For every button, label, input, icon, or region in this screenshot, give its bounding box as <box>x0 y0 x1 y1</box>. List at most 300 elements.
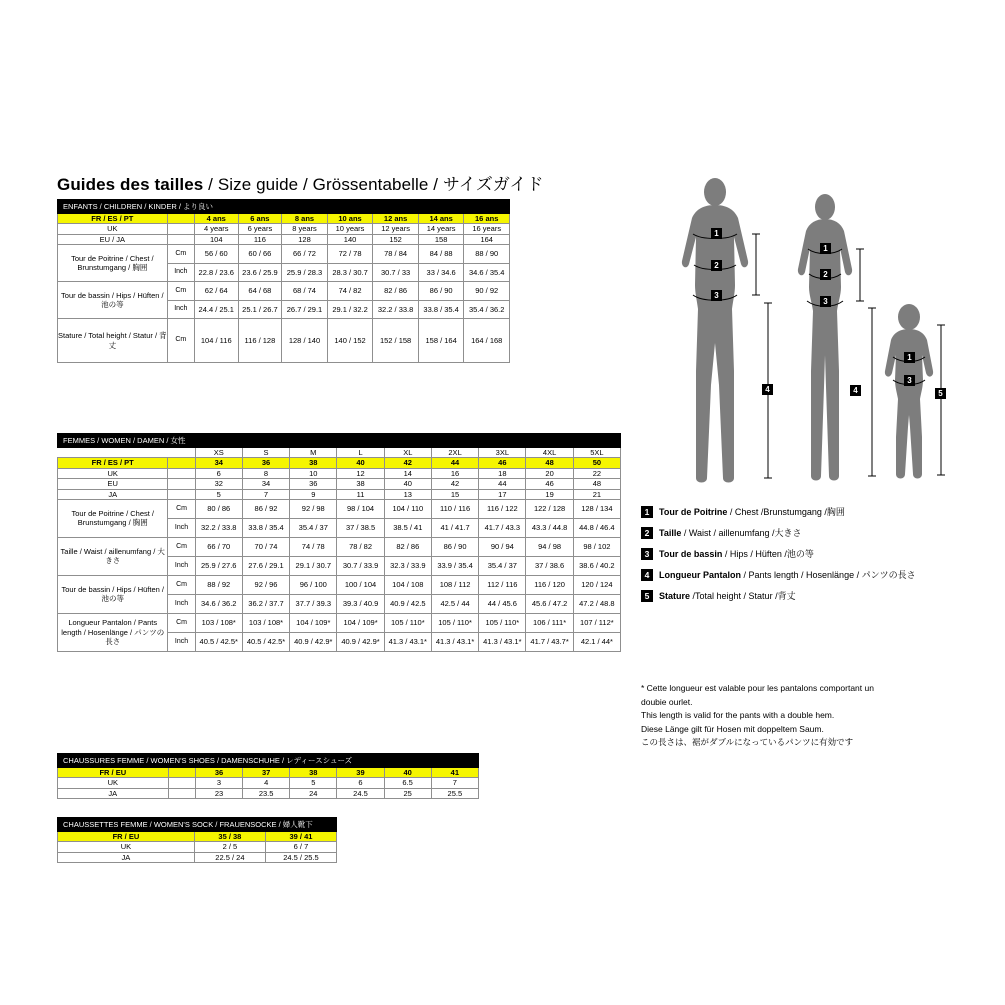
children-eu-4: 152 <box>373 234 419 244</box>
women-hips-cm-8: 120 / 124 <box>573 575 620 594</box>
children-eu-label: EU / JA <box>58 234 168 244</box>
legend-rest-5: /Total height / Statur /背丈 <box>690 591 796 601</box>
children-chest-inch-3: 28.3 / 30.7 <box>327 263 373 282</box>
women-pants-cm-7: 106 / 111* <box>526 613 573 632</box>
women-size-4: XL <box>384 448 431 458</box>
shoes-ja-3: 24.5 <box>337 788 384 798</box>
shoes-uk-2: 5 <box>290 778 337 788</box>
children-eu-6: 164 <box>464 234 510 244</box>
footnote-line-2: doubie ourlet. <box>641 696 693 707</box>
children-hips-inch-1: 25.1 / 26.7 <box>238 300 282 319</box>
shoes-ja-row <box>58 788 479 798</box>
child-badge-5: 5 <box>935 388 946 399</box>
women-pants-cm-2: 104 / 109* <box>290 613 337 632</box>
women-eu-3: 38 <box>337 479 384 489</box>
women-eu-2: 36 <box>290 479 337 489</box>
shoes-fr-1: 37 <box>243 768 290 778</box>
socks-uk-label: UK <box>58 842 195 852</box>
women-pants-cm-5: 105 / 110* <box>431 613 478 632</box>
women-size-5: 2XL <box>431 448 478 458</box>
women-chest-cm-7: 122 / 128 <box>526 499 573 518</box>
women-hips-inch-7: 45.6 / 47.2 <box>526 594 573 613</box>
socks-table-header-row <box>58 818 337 832</box>
shoes-ja-5: 25.5 <box>431 788 478 798</box>
children-hips-cm-6: 90 / 92 <box>464 282 510 301</box>
children-size-1: 6 ans <box>238 214 282 224</box>
women-hips-inch-8: 47.2 / 48.8 <box>573 594 620 613</box>
children-hips-inch-5: 33.8 / 35.4 <box>418 300 464 319</box>
women-size-2: M <box>290 448 337 458</box>
woman-silhouette <box>798 194 852 481</box>
women-fr-2: 38 <box>290 458 337 468</box>
women-hips-cm-0: 88 / 92 <box>195 575 242 594</box>
children-chest-label: Tour de Poitrine / Chest / Brunstumgang / 胸囲 <box>58 245 168 282</box>
women-size-3: L <box>337 448 384 458</box>
legend-rest-4: / Pants length / Hosenlänge / パンツの長さ <box>741 570 916 580</box>
legend-badge-4: 4 <box>641 569 653 581</box>
women-hips-cm-5: 108 / 112 <box>431 575 478 594</box>
children-eu-2: 128 <box>282 234 328 244</box>
man-badge-2: 2 <box>711 260 722 271</box>
child-badge-3: 3 <box>904 375 915 386</box>
children-chest-cm-6: 88 / 90 <box>464 245 510 264</box>
children-size-0: 4 ans <box>194 214 238 224</box>
woman-badge-1: 1 <box>820 243 831 254</box>
women-chest-inch-5: 41 / 41.7 <box>431 518 478 537</box>
legend-bold-1: Tour de Poitrine <box>659 507 728 517</box>
shoes-ja-0: 23 <box>195 788 242 798</box>
women-uk-4: 14 <box>384 468 431 478</box>
women-pants-cm-6: 105 / 110* <box>479 613 526 632</box>
children-size-3: 10 ans <box>327 214 373 224</box>
women-waist-inch-8: 38.6 / 40.2 <box>573 556 620 575</box>
women-waist-cm-3: 78 / 82 <box>337 537 384 556</box>
legend <box>641 506 981 611</box>
women-uk-row <box>58 468 621 478</box>
child-badge-1: 1 <box>904 352 915 363</box>
women-uk-label: UK <box>58 468 168 478</box>
women-waist-cm-0: 66 / 70 <box>195 537 242 556</box>
women-chest-inch-1: 33.8 / 35.4 <box>242 518 289 537</box>
women-chest-cm-row <box>58 499 621 518</box>
legend-text-4 <box>659 569 916 581</box>
women-chest-inch-3: 37 / 38.5 <box>337 518 384 537</box>
women-uk-1: 8 <box>242 468 289 478</box>
legend-bold-5: Stature <box>659 591 691 601</box>
children-stature-row <box>58 319 510 363</box>
children-eu-5: 158 <box>418 234 464 244</box>
women-chest-inch-7: 43.3 / 44.8 <box>526 518 573 537</box>
shoes-uk-4: 6.5 <box>384 778 431 788</box>
women-eu-7: 46 <box>526 479 573 489</box>
legend-badge-2: 2 <box>641 527 653 539</box>
socks-ja-row <box>58 852 337 862</box>
children-chest-cm-0: 56 / 60 <box>194 245 238 264</box>
children-chest-cm-5: 84 / 88 <box>418 245 464 264</box>
women-fr-6: 46 <box>479 458 526 468</box>
women-chest-cm-6: 116 / 122 <box>479 499 526 518</box>
women-chest-inch-8: 44.8 / 46.4 <box>573 518 620 537</box>
children-uk-1: 6 years <box>238 224 282 234</box>
women-ja-2: 9 <box>290 489 337 499</box>
women-shoes-table <box>57 753 479 799</box>
shoes-uk-1: 4 <box>243 778 290 788</box>
children-hips-inch-4: 32.2 / 33.8 <box>373 300 419 319</box>
women-ja-6: 17 <box>479 489 526 499</box>
children-hips-cm-4: 82 / 86 <box>373 282 419 301</box>
women-fr-4: 42 <box>384 458 431 468</box>
children-hips-cm-3: 74 / 82 <box>327 282 373 301</box>
women-waist-cm-2: 74 / 78 <box>290 537 337 556</box>
women-waist-inch-3: 30.7 / 33.9 <box>337 556 384 575</box>
legend-text-1 <box>659 506 845 518</box>
shoes-table-header-row <box>58 754 479 768</box>
women-ja-row <box>58 489 621 499</box>
children-size-4: 12 ans <box>373 214 419 224</box>
women-eu-label: EU <box>58 479 168 489</box>
women-table-header-row <box>58 434 621 448</box>
legend-badge-1: 1 <box>641 506 653 518</box>
children-chest-inch-2: 25.9 / 28.3 <box>282 263 328 282</box>
women-waist-cm-6: 90 / 94 <box>479 537 526 556</box>
socks-uk-row <box>58 842 337 852</box>
children-size-6: 16 ans <box>464 214 510 224</box>
children-uk-label: UK <box>58 224 168 234</box>
women-pants-cm-3: 104 / 109* <box>337 613 384 632</box>
children-eu-1: 116 <box>238 234 282 244</box>
children-hips-cm-0: 62 / 64 <box>194 282 238 301</box>
women-waist-cm-5: 86 / 90 <box>431 537 478 556</box>
women-hips-unit-inch: Inch <box>168 594 195 613</box>
page-title-main: Guides des tailles <box>57 175 204 194</box>
children-hips-cm-2: 68 / 74 <box>282 282 328 301</box>
children-hips-cm-1: 64 / 68 <box>238 282 282 301</box>
children-hips-inch-3: 29.1 / 32.2 <box>327 300 373 319</box>
children-chest-cm-4: 78 / 84 <box>373 245 419 264</box>
women-pants-cm-row <box>58 613 621 632</box>
children-chest-inch-1: 23.6 / 25.9 <box>238 263 282 282</box>
women-eu-5: 42 <box>431 479 478 489</box>
women-fr-7: 48 <box>526 458 573 468</box>
children-uk-5: 14 years <box>418 224 464 234</box>
children-stature-unit-cm: Cm <box>167 319 194 363</box>
women-pants-inch-7: 41.7 / 43.7* <box>526 632 573 651</box>
women-size-1: S <box>242 448 289 458</box>
footnote <box>641 682 981 750</box>
legend-rest-2: / Waist / aillenumfang /大きさ <box>681 528 802 538</box>
children-uk-0: 4 years <box>194 224 238 234</box>
children-fr-row <box>58 214 510 224</box>
women-hips-cm-1: 92 / 96 <box>242 575 289 594</box>
women-eu-0: 32 <box>195 479 242 489</box>
women-fr-3: 40 <box>337 458 384 468</box>
women-fr-1: 36 <box>242 458 289 468</box>
women-size-8: 5XL <box>573 448 620 458</box>
shoes-fr-label: FR / EU <box>58 768 169 778</box>
socks-fr-row <box>58 832 337 842</box>
women-pants-cm-4: 105 / 110* <box>384 613 431 632</box>
women-ja-4: 13 <box>384 489 431 499</box>
women-size-6: 3XL <box>479 448 526 458</box>
man-badge-1: 1 <box>711 228 722 239</box>
women-chest-inch-2: 35.4 / 37 <box>290 518 337 537</box>
children-stature-cm-2: 128 / 140 <box>282 319 328 363</box>
women-waist-cm-row <box>58 537 621 556</box>
children-hips-unit-cm: Cm <box>167 282 194 301</box>
children-uk-4: 12 years <box>373 224 419 234</box>
women-chest-inch-4: 38.5 / 41 <box>384 518 431 537</box>
shoes-fr-2: 38 <box>290 768 337 778</box>
legend-badge-5: 5 <box>641 590 653 602</box>
children-table-header: ENFANTS / CHILDREN / KINDER / より良い <box>58 200 510 214</box>
women-ja-0: 5 <box>195 489 242 499</box>
man-badge-3: 3 <box>711 290 722 301</box>
women-pants-cm-1: 103 / 108* <box>242 613 289 632</box>
women-waist-inch-6: 35.4 / 37 <box>479 556 526 575</box>
women-chest-label: Tour de Poitrine / Chest / Brunstumgang / 胸囲 <box>58 499 168 537</box>
children-chest-cm-1: 60 / 66 <box>238 245 282 264</box>
shoes-uk-5: 7 <box>431 778 478 788</box>
women-pants-inch-8: 42.1 / 44* <box>573 632 620 651</box>
socks-fr-label: FR / EU <box>58 832 195 842</box>
children-chest-cm-2: 66 / 72 <box>282 245 328 264</box>
shoes-fr-0: 36 <box>195 768 242 778</box>
women-eu-6: 44 <box>479 479 526 489</box>
women-ja-7: 19 <box>526 489 573 499</box>
women-ja-label: JA <box>58 489 168 499</box>
women-waist-label: Taille / Waist / aillenumfang / 大きさ <box>58 537 168 575</box>
socks-ja-label: JA <box>58 852 195 862</box>
women-hips-inch-3: 39.3 / 40.9 <box>337 594 384 613</box>
footnote-line-1: * Cette longueur est valable pour les pantalons comportant un <box>641 683 874 693</box>
women-pants-inch-6: 41.3 / 43.1* <box>479 632 526 651</box>
women-size-0: XS <box>195 448 242 458</box>
women-uk-2: 10 <box>290 468 337 478</box>
women-waist-inch-7: 37 / 38.6 <box>526 556 573 575</box>
children-table-header-row <box>58 200 510 214</box>
children-stature-cm-6: 164 / 168 <box>464 319 510 363</box>
women-waist-inch-5: 33.9 / 35.4 <box>431 556 478 575</box>
children-uk-3: 10 years <box>327 224 373 234</box>
shoes-table-header: CHAUSSURES FEMME / WOMEN'S SHOES / DAMENSCHUHE / レディースシューズ <box>58 754 479 768</box>
women-pants-inch-2: 40.9 / 42.9* <box>290 632 337 651</box>
socks-fr-1: 39 / 41 <box>265 832 336 842</box>
women-eu-row <box>58 479 621 489</box>
women-waist-inch-4: 32.3 / 33.9 <box>384 556 431 575</box>
shoes-ja-4: 25 <box>384 788 431 798</box>
socks-uk-1: 6 / 7 <box>265 842 336 852</box>
women-pants-inch-4: 41.3 / 43.1* <box>384 632 431 651</box>
shoes-fr-row <box>58 768 479 778</box>
shoes-uk-0: 3 <box>195 778 242 788</box>
children-chest-inch-5: 33 / 34.6 <box>418 263 464 282</box>
children-chest-inch-6: 34.6 / 35.4 <box>464 263 510 282</box>
page-title-rest: / Size guide / Grössentabelle / サイズガイド <box>203 175 544 194</box>
women-size-7: 4XL <box>526 448 573 458</box>
shoes-ja-label: JA <box>58 788 169 798</box>
women-uk-8: 22 <box>573 468 620 478</box>
women-hips-cm-3: 100 / 104 <box>337 575 384 594</box>
shoes-uk-3: 6 <box>337 778 384 788</box>
shoes-ja-2: 24 <box>290 788 337 798</box>
women-table-header: FEMMES / WOMEN / DAMEN / 女性 <box>58 434 621 448</box>
children-stature-cm-1: 116 / 128 <box>238 319 282 363</box>
shoes-uk-row <box>58 778 479 788</box>
legend-item-1 <box>641 506 981 518</box>
women-fr-0: 34 <box>195 458 242 468</box>
women-pants-inch-1: 40.5 / 42.5* <box>242 632 289 651</box>
children-hips-cm-row <box>58 282 510 301</box>
children-stature-label: Stature / Total height / Statur / 背丈 <box>58 319 168 363</box>
footnote-line-4: Diese Länge gilt für Hosen mit doppeltem Saum. <box>641 723 824 734</box>
legend-badge-3: 3 <box>641 548 653 560</box>
women-waist-cm-8: 98 / 102 <box>573 537 620 556</box>
children-chest-inch-4: 30.7 / 33 <box>373 263 419 282</box>
children-chest-cm-3: 72 / 78 <box>327 245 373 264</box>
socks-ja-0: 22.5 / 24 <box>194 852 265 862</box>
women-pants-cm-0: 103 / 108* <box>195 613 242 632</box>
women-chest-cm-1: 86 / 92 <box>242 499 289 518</box>
children-hips-unit-inch: Inch <box>167 300 194 319</box>
footnote-line-3: This length is valid for the pants with a double hem. <box>641 710 835 720</box>
children-stature-cm-4: 152 / 158 <box>373 319 419 363</box>
children-stature-cm-3: 140 / 152 <box>327 319 373 363</box>
women-pants-inch-5: 41.3 / 43.1* <box>431 632 478 651</box>
children-eu-row <box>58 234 510 244</box>
shoes-ja-1: 23.5 <box>243 788 290 798</box>
legend-item-2 <box>641 527 981 539</box>
children-fr-label: FR / ES / PT <box>58 214 168 224</box>
women-waist-inch-0: 25.9 / 27.6 <box>195 556 242 575</box>
woman-badge-2: 2 <box>820 269 831 280</box>
children-size-2: 8 ans <box>282 214 328 224</box>
women-hips-label: Tour de bassin / Hips / Hüften / 池の等 <box>58 575 168 613</box>
measurement-figures <box>660 175 960 495</box>
children-chest-unit-cm: Cm <box>167 245 194 264</box>
women-pants-unit-inch: Inch <box>168 632 195 651</box>
women-fr-row <box>58 458 621 468</box>
women-hips-inch-1: 36.2 / 37.7 <box>242 594 289 613</box>
children-hips-cm-5: 86 / 90 <box>418 282 464 301</box>
women-waist-inch-2: 29.1 / 30.7 <box>290 556 337 575</box>
shoes-fr-4: 40 <box>384 768 431 778</box>
legend-text-3 <box>659 548 814 560</box>
children-hips-inch-2: 26.7 / 29.1 <box>282 300 328 319</box>
women-uk-3: 12 <box>337 468 384 478</box>
women-uk-0: 6 <box>195 468 242 478</box>
women-pants-inch-0: 40.5 / 42.5* <box>195 632 242 651</box>
children-eu-3: 140 <box>327 234 373 244</box>
children-chest-cm-row <box>58 245 510 264</box>
women-chest-inch-0: 32.2 / 33.8 <box>195 518 242 537</box>
women-ja-3: 11 <box>337 489 384 499</box>
women-eu-1: 34 <box>242 479 289 489</box>
women-ja-5: 15 <box>431 489 478 499</box>
page-title <box>57 170 544 195</box>
women-pants-inch-3: 40.9 / 42.9* <box>337 632 384 651</box>
legend-bold-2: Taille <box>659 528 682 538</box>
children-stature-cm-0: 104 / 116 <box>194 319 238 363</box>
women-eu-4: 40 <box>384 479 431 489</box>
legend-item-5 <box>641 590 981 602</box>
children-chest-unit-inch: Inch <box>167 263 194 282</box>
women-waist-unit-cm: Cm <box>168 537 195 556</box>
women-hips-cm-6: 112 / 116 <box>479 575 526 594</box>
women-pants-unit-cm: Cm <box>168 613 195 632</box>
shoes-fr-5: 41 <box>431 768 478 778</box>
women-hips-cm-row <box>58 575 621 594</box>
women-hips-inch-4: 40.9 / 42.5 <box>384 594 431 613</box>
women-chest-cm-0: 80 / 86 <box>195 499 242 518</box>
children-uk-2: 8 years <box>282 224 328 234</box>
women-hips-cm-2: 96 / 100 <box>290 575 337 594</box>
legend-text-5 <box>659 590 796 602</box>
women-hips-unit-cm: Cm <box>168 575 195 594</box>
women-ja-8: 21 <box>573 489 620 499</box>
legend-item-4 <box>641 569 981 581</box>
child-silhouette <box>885 304 933 479</box>
children-chest-inch-0: 22.8 / 23.6 <box>194 263 238 282</box>
children-eu-0: 104 <box>194 234 238 244</box>
children-hips-inch-0: 24.4 / 25.1 <box>194 300 238 319</box>
man-badge-4: 4 <box>762 384 773 395</box>
legend-text-2 <box>659 527 802 539</box>
children-size-5: 14 ans <box>418 214 464 224</box>
women-hips-inch-2: 37.7 / 39.3 <box>290 594 337 613</box>
woman-badge-3: 3 <box>820 296 831 307</box>
women-hips-inch-6: 44 / 45.6 <box>479 594 526 613</box>
women-socks-table <box>57 817 337 863</box>
women-hips-inch-0: 34.6 / 36.2 <box>195 594 242 613</box>
children-uk-6: 16 years <box>464 224 510 234</box>
women-chest-cm-8: 128 / 134 <box>573 499 620 518</box>
women-waist-unit-inch: Inch <box>168 556 195 575</box>
legend-item-3 <box>641 548 981 560</box>
socks-fr-0: 35 / 38 <box>194 832 265 842</box>
women-waist-cm-7: 94 / 98 <box>526 537 573 556</box>
women-uk-6: 18 <box>479 468 526 478</box>
footnote-line-5: この長さは、裾がダブルになっているパンツに有効です <box>641 737 854 747</box>
women-fr-label: FR / ES / PT <box>58 458 168 468</box>
women-fr-8: 50 <box>573 458 620 468</box>
women-uk-7: 20 <box>526 468 573 478</box>
women-chest-cm-3: 98 / 104 <box>337 499 384 518</box>
women-size-table <box>57 433 621 652</box>
women-eu-8: 48 <box>573 479 620 489</box>
women-fr-5: 44 <box>431 458 478 468</box>
women-hips-inch-5: 42.5 / 44 <box>431 594 478 613</box>
women-pants-label: Longueur Pantalon / Pants length / Hosenlänge / パンツの長さ <box>58 613 168 651</box>
man-silhouette <box>682 178 748 483</box>
women-pants-cm-8: 107 / 112* <box>573 613 620 632</box>
legend-rest-1: / Chest /Brunstumgang /胸囲 <box>727 507 845 517</box>
children-uk-row <box>58 224 510 234</box>
women-chest-inch-6: 41.7 / 43.3 <box>479 518 526 537</box>
women-hips-cm-4: 104 / 108 <box>384 575 431 594</box>
children-size-table <box>57 199 510 363</box>
women-sizes-row <box>58 448 621 458</box>
shoes-fr-3: 39 <box>337 768 384 778</box>
figures-svg <box>660 175 960 495</box>
women-hips-cm-7: 116 / 120 <box>526 575 573 594</box>
legend-rest-3: / Hips / Hüften /池の等 <box>722 549 814 559</box>
women-waist-inch-1: 27.6 / 29.1 <box>242 556 289 575</box>
socks-table-header: CHAUSSETTES FEMME / WOMEN'S SOCK / FRAUENSOCKE / 婦人靴下 <box>58 818 337 832</box>
women-chest-cm-4: 104 / 110 <box>384 499 431 518</box>
women-chest-unit-cm: Cm <box>168 499 195 518</box>
women-uk-5: 16 <box>431 468 478 478</box>
children-stature-cm-5: 158 / 164 <box>418 319 464 363</box>
